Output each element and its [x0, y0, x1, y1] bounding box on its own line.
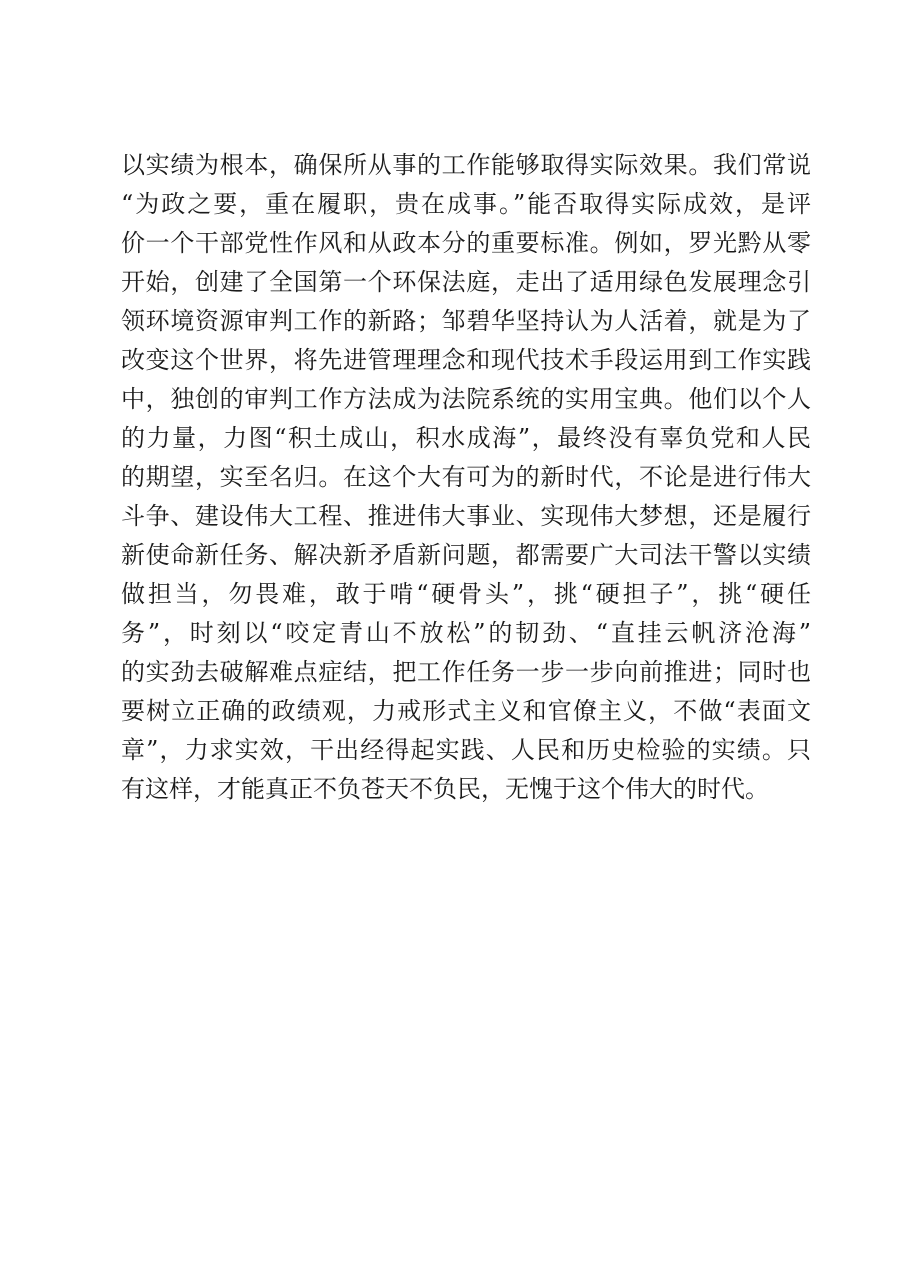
paragraph-line: 中，独创的审判工作方法成为法院系统的实用宝典。他们以个人 — [121, 385, 811, 413]
paragraph-line: 要树立正确的政绩观，力戒形式主义和官僚主义，不做“表面文 — [121, 697, 811, 725]
paragraph-line: 有这样，才能真正不负苍天不负民，无愧于这个伟大的时代。 — [121, 775, 769, 803]
paragraph-line: 做担当，勿畏难，敢于啃“硬骨头”，挑“硬担子”，挑“硬任 — [121, 580, 811, 608]
paragraph-line: “为政之要，重在履职，贵在成事。”能否取得实际成效，是评 — [121, 190, 811, 218]
paragraph-line: 价一个干部党性作风和从政本分的重要标准。例如，罗光黔从零 — [121, 229, 811, 257]
paragraph-line: 开始，创建了全国第一个环保法庭，走出了适用绿色发展理念引 — [121, 268, 811, 296]
paragraph-line: 以实绩为根本，确保所从事的工作能够取得实际效果。我们常说 — [121, 151, 811, 179]
paragraph-line: 的力量，力图“积土成山，积水成海”，最终没有辜负党和人民 — [121, 424, 811, 452]
paragraph-line: 务”，时刻以“咬定青山不放松”的韧劲、“直挂云帆济沧海” — [121, 619, 811, 647]
body-paragraph — [121, 146, 811, 809]
paragraph-line: 的期望，实至名归。在这个大有可为的新时代，不论是进行伟大 — [121, 463, 811, 491]
paragraph-line: 新使命新任务、解决新矛盾新问题，都需要广大司法干警以实绩 — [121, 541, 811, 569]
paragraph-line: 斗争、建设伟大工程、推进伟大事业、实现伟大梦想，还是履行 — [121, 502, 811, 530]
paragraph-line: 的实劲去破解难点症结，把工作任务一步一步向前推进；同时也 — [121, 658, 811, 686]
paragraph-line: 改变这个世界，将先进管理理念和现代技术手段运用到工作实践 — [121, 346, 811, 374]
paragraph-line: 章”，力求实效，干出经得起实践、人民和历史检验的实绩。只 — [121, 736, 811, 764]
paragraph-line: 领环境资源审判工作的新路；邹碧华坚持认为人活着，就是为了 — [121, 307, 811, 335]
